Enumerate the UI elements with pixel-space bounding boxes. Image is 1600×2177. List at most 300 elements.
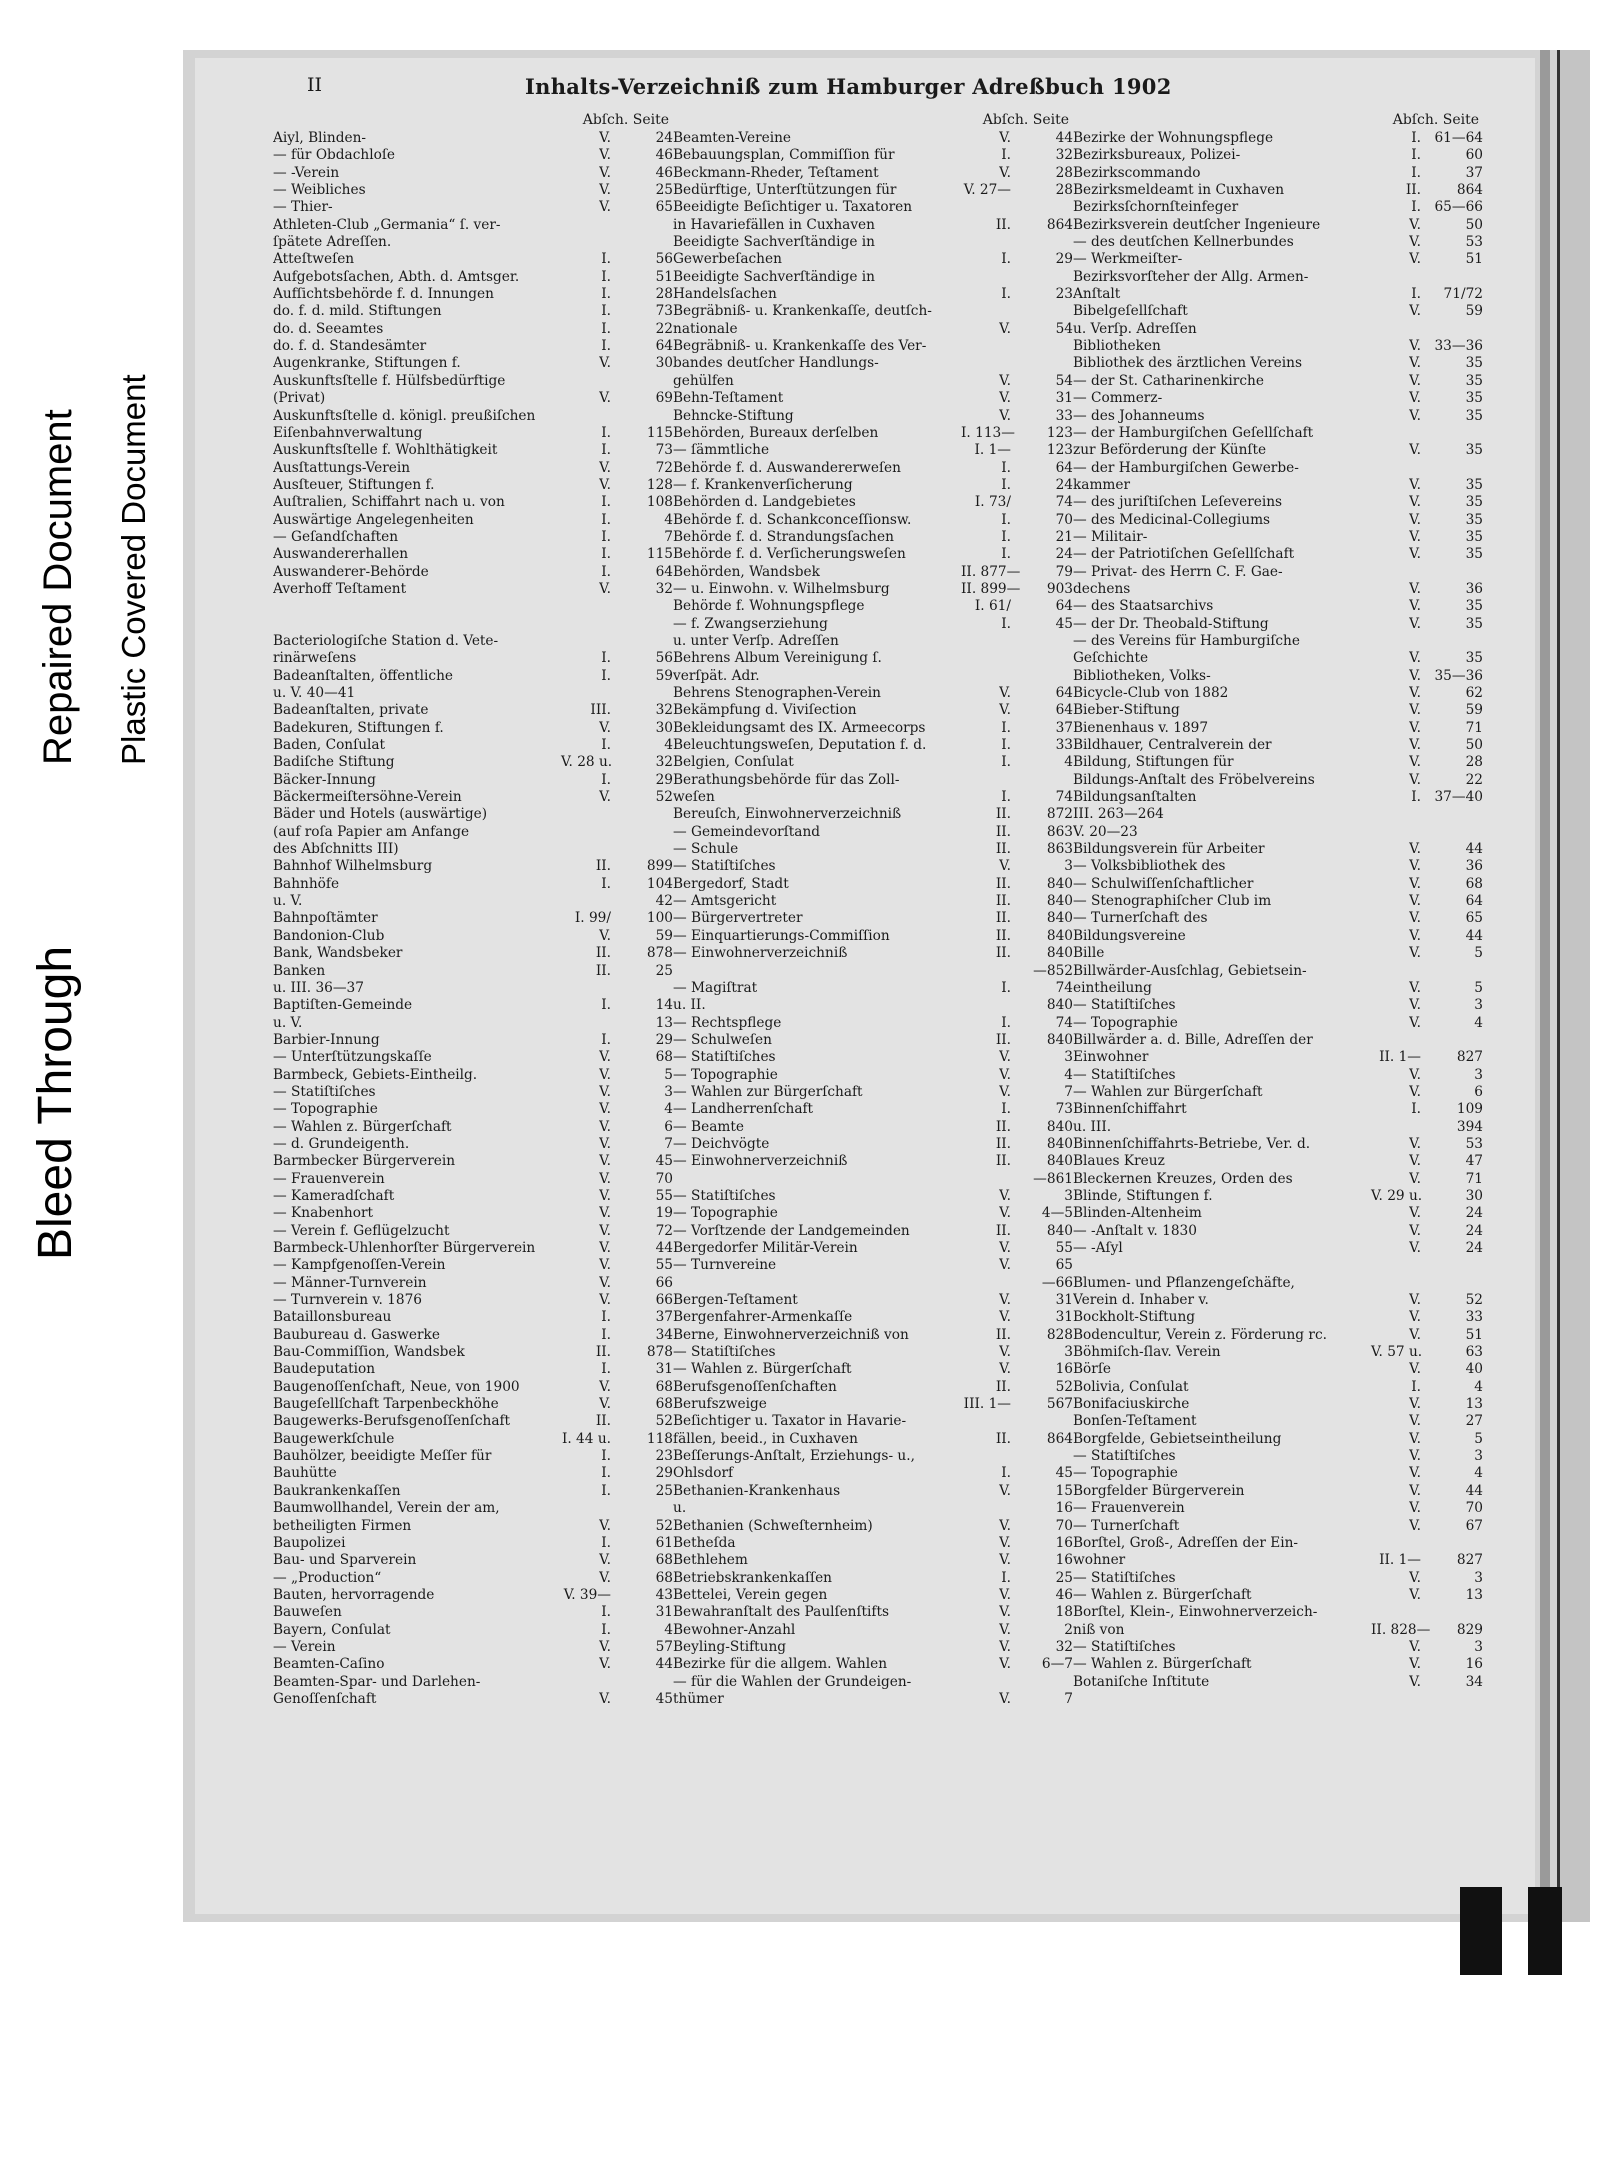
index-entry: [273, 199, 673, 216]
entry-page: 28: [1055, 182, 1073, 199]
entry-term: — Deichvögte: [673, 1135, 770, 1152]
index-entry: [673, 286, 1073, 303]
entry-term: — Topographie: [273, 1101, 378, 1118]
entry-section: V.: [599, 1690, 611, 1707]
entry-section: V.: [999, 164, 1011, 181]
entry-page: 24: [1465, 1205, 1483, 1222]
entry-section: I.: [1001, 615, 1011, 632]
entry-page: 24: [1055, 476, 1073, 493]
entry-page: 840: [1046, 927, 1073, 944]
entry-page: 3: [664, 1083, 673, 1100]
entry-section: V.: [1409, 1361, 1421, 1378]
entry-page: 32: [1055, 1638, 1073, 1655]
index-entry: [673, 1344, 1073, 1361]
entry-page: 51: [1465, 251, 1483, 268]
index-entry: [1073, 1067, 1483, 1084]
index-entry: [1073, 806, 1483, 823]
entry-section: V.: [1409, 1430, 1421, 1447]
index-entry: [673, 1465, 1073, 1482]
entry-term: — Commerz-: [1073, 390, 1163, 407]
entry-page: 33: [1465, 1309, 1483, 1326]
entry-section: V.: [1409, 1500, 1421, 1517]
entry-section: V.: [1409, 372, 1421, 389]
entry-page: 878: [646, 1344, 673, 1361]
index-entry: [1073, 1257, 1483, 1274]
entry-page: 79: [1055, 563, 1073, 580]
index-entry: [1073, 1101, 1483, 1118]
entry-term: Auſtralien, Schiffahrt nach u. von: [273, 494, 505, 511]
entry-term: Eiſenbahnverwaltung: [273, 424, 423, 441]
entry-section: I.: [1001, 511, 1011, 528]
entry-section: V.: [599, 476, 611, 493]
entry-page: 25: [1055, 1569, 1073, 1586]
entry-page: 3: [1064, 858, 1073, 875]
index-entry: [673, 1136, 1073, 1153]
index-entry: [273, 1240, 673, 1257]
index-entry: [273, 1205, 673, 1222]
entry-page: 3: [1064, 1344, 1073, 1361]
index-entry: [673, 460, 1073, 477]
entry-term: Betheſda: [673, 1534, 736, 1551]
entry-term: — der Patriotiſchen Geſellſchaft: [1073, 546, 1295, 563]
entry-page: 51: [655, 268, 673, 285]
entry-section: I.: [601, 1309, 611, 1326]
entry-section: III.: [590, 702, 611, 719]
index-entry: [1073, 945, 1483, 962]
entry-term: Atteſtweſen: [273, 251, 355, 268]
entry-page: 5: [664, 1066, 673, 1083]
entry-term: Börſe: [1073, 1361, 1112, 1378]
entry-section: II.: [995, 945, 1011, 962]
entry-section: V.: [1409, 737, 1421, 754]
entry-page: 28: [1465, 754, 1483, 771]
entry-page: 70: [1465, 1500, 1483, 1517]
entry-page: 18: [1055, 1604, 1073, 1621]
entry-term: — Bürgervertreter: [673, 910, 803, 927]
index-entry: [273, 1396, 673, 1413]
entry-page: 24: [1465, 1222, 1483, 1239]
entry-page: 35: [1465, 390, 1483, 407]
index-entry: [273, 702, 673, 719]
entry-section: I.: [1001, 1014, 1011, 1031]
entry-section: V.: [999, 372, 1011, 389]
index-entry: [673, 1379, 1073, 1396]
entry-term: Behrens Stenographen-Verein: [673, 685, 881, 701]
index-entry: [1073, 1119, 1483, 1136]
index-entry: [1073, 1674, 1483, 1691]
entry-section: II.: [995, 927, 1011, 944]
index-entry: [673, 1205, 1073, 1222]
entry-section: I.: [601, 303, 611, 320]
entry-page: 53: [1465, 234, 1483, 251]
entry-page: 36: [1465, 580, 1483, 597]
index-entry: [1073, 858, 1483, 875]
index-entry: [273, 1465, 673, 1482]
entry-page: 24: [1055, 546, 1073, 563]
entry-page: 5: [1474, 945, 1483, 962]
entry-page: 31: [655, 1604, 673, 1621]
entry-term: — d. Grundeigenth.: [273, 1135, 410, 1152]
entry-section: V.: [1409, 945, 1421, 962]
entry-section: II.: [995, 1031, 1011, 1048]
entry-term: kammer: [1073, 476, 1131, 493]
entry-term: do. f. d. Standesämter: [273, 338, 427, 355]
entry-section: V.: [599, 1066, 611, 1083]
entry-term: — Beamte: [673, 1118, 744, 1135]
index-entry: [673, 772, 1073, 789]
entry-section: I.: [601, 528, 611, 545]
entry-page: 840: [1046, 945, 1073, 962]
entry-page: 32: [1055, 147, 1073, 164]
entry-section: I. 99/: [574, 910, 611, 927]
entry-section: II.: [595, 962, 611, 979]
index-entry: [673, 1327, 1073, 1344]
entry-page: 28: [655, 286, 673, 303]
index-entry: [1073, 442, 1483, 459]
index-entry: [673, 789, 1073, 806]
index-entry: [673, 338, 1073, 355]
entry-term: rinärweſens: [273, 650, 357, 667]
entry-term: Behörde f. d. Schankconceſſionsw.: [673, 511, 912, 528]
index-entry: [673, 1396, 1073, 1413]
entry-section: V.: [1409, 511, 1421, 528]
index-entry: [273, 1483, 673, 1500]
entry-page: 32: [655, 580, 673, 597]
entry-term: Behörden d. Landgebietes: [673, 494, 856, 511]
index-entry: [273, 893, 673, 910]
entry-section: II.: [595, 1344, 611, 1361]
entry-section: V.: [999, 1621, 1011, 1638]
entry-page: 35: [1465, 650, 1483, 667]
entry-term: dechens: [1073, 580, 1131, 597]
entry-section: V.: [1409, 841, 1421, 858]
entry-term: Bezirke der Wohnungspflege: [1073, 130, 1274, 146]
index-entry: [673, 199, 1073, 216]
entry-section: V.: [1409, 338, 1421, 355]
entry-term: do. d. Seeamtes: [273, 320, 384, 337]
entry-section: I. 44 u.: [561, 1430, 611, 1447]
entry-page: 22: [1465, 771, 1483, 788]
entry-page: 25: [655, 962, 673, 979]
entry-term: — u. Einwohn. v. Wilhelmsburg: [673, 580, 890, 597]
entry-section: I.: [601, 997, 611, 1014]
index-entry: [673, 1674, 1073, 1691]
index-entry: [673, 1500, 1073, 1517]
entry-term: Badekuren, Stiftungen f.: [273, 719, 444, 736]
entry-page: 44: [1465, 1482, 1483, 1499]
index-entry: [273, 1275, 673, 1292]
index-entry: [273, 251, 673, 268]
index-entry: [273, 824, 673, 841]
index-entry: [1073, 1205, 1483, 1222]
entry-section: I.: [601, 494, 611, 511]
entry-section: V.: [1409, 1673, 1421, 1690]
entry-section: I.: [1001, 528, 1011, 545]
index-entry: [673, 1015, 1073, 1032]
entry-section: V.: [599, 1378, 611, 1395]
index-entry: [673, 633, 1073, 650]
index-entry: [1073, 1292, 1483, 1309]
entry-term: wohner: [1073, 1552, 1126, 1569]
entry-section: V.: [999, 130, 1011, 146]
index-entry: [1073, 217, 1483, 234]
index-entry: [273, 598, 673, 615]
entry-page: 13: [1465, 1586, 1483, 1603]
entry-term: — Knabenhort: [273, 1205, 374, 1222]
index-entry: [1073, 876, 1483, 893]
entry-page: 68: [655, 1569, 673, 1586]
entry-term: Badeanſtalten, öffentliche: [273, 667, 453, 684]
entry-term: — Statiſtiſches: [1073, 997, 1176, 1014]
index-entry: [1073, 1327, 1483, 1344]
index-entry: [1073, 390, 1483, 407]
entry-term: — „Production“: [273, 1569, 382, 1586]
entry-section: V.: [1409, 719, 1421, 736]
entry-term: Binnenſchiffahrt: [1073, 1101, 1187, 1118]
entry-term: Billwärder-Ausſchlag, Gebietsein-: [1073, 962, 1307, 979]
entry-page: 863: [1046, 823, 1073, 840]
entry-section: V.: [599, 1517, 611, 1534]
index-entry: [273, 841, 673, 858]
entry-page: 35: [1465, 442, 1483, 459]
index-entry: [273, 1500, 673, 1517]
entry-term: — Statiſtiſches: [673, 858, 776, 875]
index-entry: [273, 685, 673, 702]
entry-section: V.: [599, 1222, 611, 1239]
index-entry: [1073, 616, 1483, 633]
index-entry: [273, 650, 673, 667]
entry-section: I.: [1411, 286, 1421, 303]
entry-term: (auf roſa Papier am Anfange: [273, 823, 470, 840]
index-column-2: [673, 110, 1073, 1708]
entry-page: 34: [1465, 1673, 1483, 1690]
entry-term: fällen, beeid., in Cuxhaven: [673, 1430, 858, 1447]
entry-page: 118: [646, 1430, 673, 1447]
entry-page: 903: [1046, 580, 1073, 597]
entry-term: V. 20—23: [1073, 823, 1138, 840]
index-entry: [273, 581, 673, 598]
entry-section: I.: [1001, 251, 1011, 268]
entry-page: 128: [646, 476, 673, 493]
entry-term: — des juriſtiſchen Leſevereins: [1073, 494, 1283, 511]
entry-term: zur Beförderung der Künſte: [1073, 442, 1267, 459]
index-entry: [273, 1604, 673, 1621]
entry-term: Beeidigte Beſichtiger u. Taxatoren: [673, 199, 913, 216]
entry-term: Borgfelde, Gebietseintheilung: [1073, 1430, 1282, 1447]
entry-term: Baugewerkſchule: [273, 1430, 395, 1447]
entry-section: V.: [1409, 615, 1421, 632]
entry-section: V.: [599, 390, 611, 407]
entry-term: Behn-Teſtament: [673, 390, 784, 407]
entry-term: — Stenographiſcher Club im: [1073, 893, 1272, 910]
entry-page: 7: [1064, 1083, 1073, 1100]
entry-section: V.: [1409, 407, 1421, 424]
entry-section: I.: [601, 650, 611, 667]
entry-term: ſpätete Adreſſen.: [273, 234, 392, 251]
entry-page: 53: [1465, 1135, 1483, 1152]
index-entry: [1073, 1639, 1483, 1656]
entry-section: V.: [599, 147, 611, 164]
scanned-page: [183, 50, 1590, 1922]
entry-term: Bibliothek des ärztlichen Vereins: [1073, 355, 1302, 372]
entry-term: Bildhauer, Centralverein der: [1073, 737, 1272, 754]
index-entry: [1073, 1015, 1483, 1032]
index-entry: [273, 494, 673, 511]
entry-term: Verein d. Inhaber v.: [1073, 1292, 1209, 1309]
entry-term: Bewohner-Anzahl: [673, 1621, 796, 1638]
entry-page: 7: [664, 1135, 673, 1152]
entry-section: V.: [1409, 494, 1421, 511]
entry-page: 45: [1055, 615, 1073, 632]
entry-term: Behörde f. d. Strandungsſachen: [673, 528, 894, 545]
entry-page: 45: [655, 1690, 673, 1707]
entry-page: 71/72: [1443, 286, 1483, 303]
entry-term: Beeidigte Sachverſtändige in: [673, 234, 875, 251]
index-entry: [1073, 1604, 1483, 1621]
entry-term: — Gemeindevorſtand: [673, 823, 821, 840]
entry-section: I. 1—: [974, 442, 1011, 459]
entry-term: Bieber-Stiftung: [1073, 702, 1180, 719]
index-entry: [273, 390, 673, 407]
entry-term: — Verein f. Geflügelzucht: [273, 1222, 450, 1239]
entry-term: — -Verein: [273, 164, 340, 181]
entry-term: Behörde f. Wohnungspflege: [673, 598, 865, 615]
entry-page: 64: [1055, 598, 1073, 615]
index-entry: [673, 824, 1073, 841]
entry-page: 65: [1465, 910, 1483, 927]
entry-page: 829: [1456, 1621, 1483, 1638]
entry-term: Blaues Kreuz: [1073, 1153, 1165, 1170]
index-entry: [1073, 303, 1483, 320]
entry-section: II.: [995, 1118, 1011, 1135]
entry-section: V.: [999, 1309, 1011, 1326]
entry-page: 840: [1046, 910, 1073, 927]
entry-page: 56: [655, 650, 673, 667]
entry-page: 43: [655, 1586, 673, 1603]
entry-section: V.: [599, 1187, 611, 1204]
index-entry: [273, 546, 673, 563]
entry-term: Beamten-Caſino: [273, 1656, 385, 1673]
entry-term: Bicycle-Club von 1882: [1073, 685, 1229, 701]
entry-page: 840: [1046, 1118, 1073, 1135]
entry-term: — Statiſtiſches: [273, 1083, 376, 1100]
index-entry: [273, 858, 673, 875]
entry-term: — Rechtspflege: [673, 1014, 782, 1031]
index-entry: [673, 997, 1073, 1014]
entry-term: Bolivia, Conſulat: [1073, 1378, 1189, 1395]
entry-term: Baudeputation: [273, 1361, 376, 1378]
entry-page: 4: [1474, 1014, 1483, 1031]
entry-page: 35: [1465, 546, 1483, 563]
entry-section: I.: [1001, 1101, 1011, 1118]
index-entry: [673, 893, 1073, 910]
entry-section: V.: [999, 1257, 1011, 1274]
entry-page: 37: [1055, 719, 1073, 736]
index-entry: [1073, 1188, 1483, 1205]
entry-term: Bergedorf, Stadt: [673, 875, 789, 892]
entry-section: V.: [599, 1153, 611, 1170]
entry-page: 4: [664, 1101, 673, 1118]
entry-term: u. unter Verſp. Adreſſen: [673, 632, 839, 649]
entry-section: V.: [599, 1638, 611, 1655]
entry-term: Bleckernen Kreuzes, Orden des: [1073, 1170, 1293, 1187]
index-entry: [673, 737, 1073, 754]
index-entry: [273, 980, 673, 997]
index-entry: [273, 1292, 673, 1309]
entry-term: Anſtalt: [1073, 286, 1121, 303]
entry-section: V.: [1409, 1326, 1421, 1343]
entry-section: II.: [995, 806, 1011, 823]
entry-term: — Verein: [273, 1638, 336, 1655]
entry-page: 57: [655, 1638, 673, 1655]
entry-page: 45: [1055, 1465, 1073, 1482]
entry-term: Berufsgenoſſenſchaften: [673, 1378, 837, 1395]
entry-section: I.: [601, 511, 611, 528]
index-entry: [1073, 1483, 1483, 1500]
entry-term: Badiſche Stiftung: [273, 754, 395, 771]
entry-page: 74: [1055, 789, 1073, 806]
index-entry: [1073, 1448, 1483, 1465]
index-entry: [273, 460, 673, 477]
index-entry: [673, 1622, 1073, 1639]
entry-section: V.: [1409, 927, 1421, 944]
entry-term: Bedürftige, Unterſtützungen für: [673, 182, 897, 199]
index-entry: [1073, 772, 1483, 789]
entry-page: 45: [655, 1153, 673, 1170]
entry-section: V.: [1409, 1170, 1421, 1187]
entry-term: Bauten, hervorragende: [273, 1586, 435, 1603]
entry-section: I.: [1001, 476, 1011, 493]
index-entry: [673, 251, 1073, 268]
index-entry: [1073, 668, 1483, 685]
entry-page: 74: [1055, 1014, 1073, 1031]
entry-page: 65—66: [1434, 199, 1483, 216]
index-entry: [273, 303, 673, 320]
entry-page: 115: [646, 424, 673, 441]
entry-page: 35: [1465, 615, 1483, 632]
entry-section: II.: [995, 1135, 1011, 1152]
entry-page: 59: [1465, 303, 1483, 320]
index-entry: [273, 338, 673, 355]
entry-section: I.: [1411, 130, 1421, 146]
entry-page: 62: [1465, 685, 1483, 701]
index-entry: [273, 945, 673, 962]
entry-page: 34: [655, 1326, 673, 1343]
entry-page: 4: [1064, 1066, 1073, 1083]
entry-page: 7: [664, 528, 673, 545]
entry-section: V.: [599, 164, 611, 181]
index-entry: [673, 858, 1073, 875]
entry-term: Bienenhaus v. 1897: [1073, 719, 1209, 736]
index-entry: [673, 1257, 1073, 1274]
entry-term: Aiyl, Blinden-: [273, 130, 367, 146]
entry-section: V.: [1409, 702, 1421, 719]
index-entry: [1073, 650, 1483, 667]
entry-section: II.: [995, 1222, 1011, 1239]
entry-section: II.: [995, 1378, 1011, 1395]
entry-term: Bekleidungsamt des IX. Armeecorps: [673, 719, 926, 736]
entry-page: 29: [655, 771, 673, 788]
entry-term: — Kameradſchaft: [273, 1187, 395, 1204]
entry-page: 68: [655, 1049, 673, 1066]
entry-term: Blinden-Altenheim: [1073, 1205, 1202, 1222]
entry-page: 65: [655, 199, 673, 216]
entry-page: 64: [655, 338, 673, 355]
entry-section: V.: [999, 1205, 1011, 1222]
index-entry: [673, 442, 1073, 459]
entry-term: gehülfen: [673, 372, 734, 389]
entry-term: thümer: [673, 1690, 724, 1707]
